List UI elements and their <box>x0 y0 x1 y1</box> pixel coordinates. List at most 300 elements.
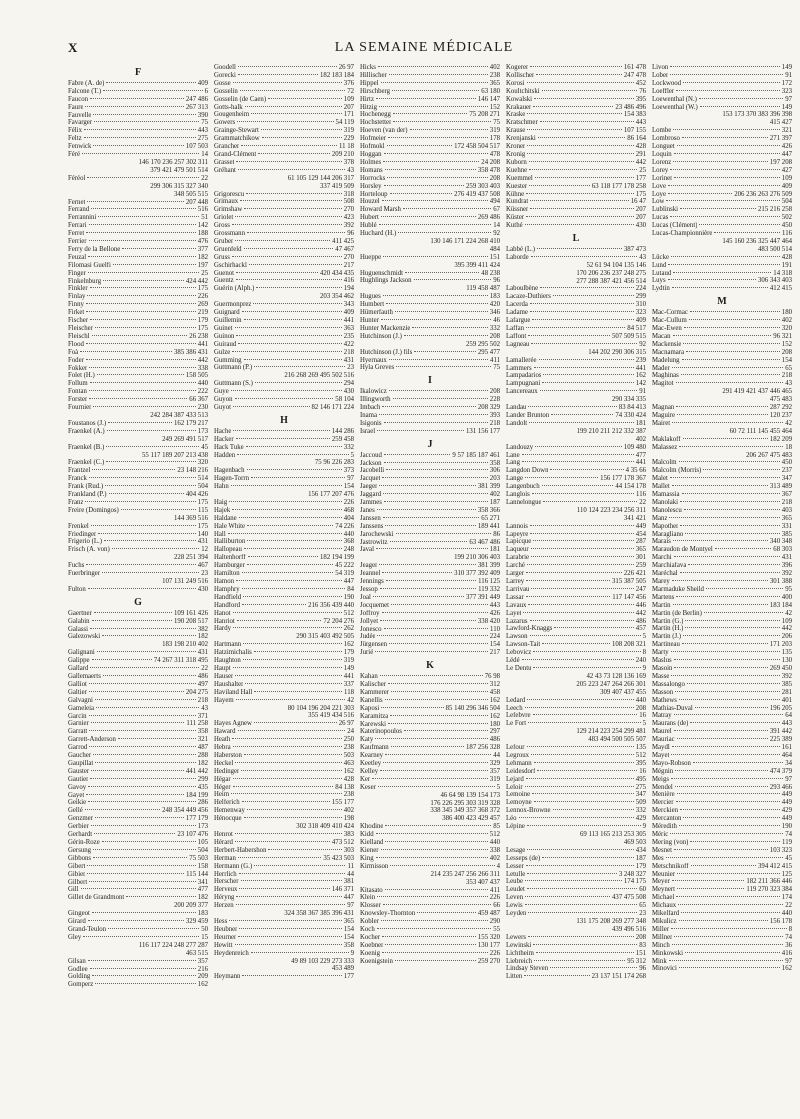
index-entry <box>68 523 208 531</box>
entry-name: Langenbuch <box>506 483 540 491</box>
page-refs: 287 292 <box>769 404 792 412</box>
index-entry <box>214 277 354 285</box>
entry-name: Lancereaux <box>506 388 538 396</box>
leader-dots <box>244 248 334 249</box>
index-entry <box>214 950 354 958</box>
leader-dots <box>690 722 779 723</box>
page-refs: 387 473 <box>623 245 646 253</box>
leader-dots <box>88 786 196 787</box>
page-refs: 23 107 476 <box>177 831 208 839</box>
page-refs: 154 <box>343 483 354 491</box>
page-refs-continuation: 299 306 315 327 340 <box>150 182 208 190</box>
entry-name: Manolaki <box>652 498 679 506</box>
index-entry <box>68 104 208 112</box>
index-entry <box>506 444 646 452</box>
index-entry <box>360 475 500 483</box>
page-refs-continuation: 55 117 189 207 213 438 <box>141 451 208 459</box>
page-refs: 50 <box>201 925 208 933</box>
entry-name: Fabre (A. de) <box>68 79 105 87</box>
leader-dots <box>88 272 199 273</box>
entry-name: Frantzel <box>68 467 91 475</box>
index-entry <box>68 80 208 88</box>
page-refs: 431 <box>197 649 208 657</box>
entry-name: Lublinski <box>652 206 679 214</box>
page-refs-continuation: 129 214 223 254 299 481 <box>576 728 646 736</box>
entry-name: Heurner <box>214 933 237 941</box>
index-entry <box>360 317 500 325</box>
page-refs: 72 <box>347 87 354 95</box>
index-entry <box>360 254 500 262</box>
entry-name: Haughton <box>214 657 241 665</box>
leader-dots <box>685 952 780 953</box>
index-entry <box>506 878 646 886</box>
entry-name: Kratschmer <box>506 119 538 127</box>
entry-name: Hartmann <box>214 641 242 649</box>
page-refs: 11 18 <box>338 143 354 151</box>
page-refs: 494 <box>489 198 500 206</box>
page-refs: 430 <box>635 222 646 230</box>
page-refs: 34 <box>785 759 792 767</box>
page-refs: 426 <box>489 609 500 617</box>
entry-name: Hénocque <box>214 815 242 823</box>
entry-name: Frisch (A. von) <box>68 546 110 554</box>
entry-name: Martin <box>652 601 671 609</box>
page-refs: 196 205 <box>769 704 792 712</box>
page-refs: 75 503 <box>189 854 208 862</box>
leader-dots <box>92 975 196 976</box>
entry-name: Hérard <box>214 838 233 846</box>
index-entry <box>506 965 646 973</box>
leader-dots <box>383 517 480 518</box>
leader-dots <box>385 525 475 526</box>
page-refs: 187 <box>489 499 500 507</box>
page-refs: 51 <box>201 214 208 222</box>
index-entry <box>68 776 208 784</box>
leader-dots <box>679 699 780 700</box>
leader-dots <box>237 454 348 455</box>
index-entry <box>360 167 500 175</box>
page-refs-continuation: 341 421 <box>623 514 646 522</box>
index-entry <box>214 618 354 626</box>
leader-dots <box>233 667 342 668</box>
entry-name: Lindsay Steven <box>506 965 549 973</box>
entry-name: Mercanton <box>652 815 682 823</box>
index-entry <box>214 657 354 665</box>
entry-name: Hanot <box>214 609 231 617</box>
index-entry <box>214 151 354 159</box>
page-refs: 269 450 <box>769 664 792 672</box>
entry-name: Gavoy <box>68 783 87 791</box>
index-entry <box>214 214 354 222</box>
leader-dots <box>86 359 196 360</box>
page-refs-continuation: 290 315 403 492 505 <box>296 633 354 641</box>
index-entry <box>68 214 208 222</box>
page-refs: 504 <box>197 483 208 491</box>
page-refs: 179 <box>343 649 354 657</box>
page-refs: 109 161 426 <box>174 609 208 617</box>
leader-dots <box>231 485 342 486</box>
entry-name: Holmes <box>360 158 382 166</box>
page-refs: 430 <box>197 585 208 593</box>
index-entry <box>652 72 792 80</box>
entry-name: Mapother <box>652 522 679 530</box>
page-refs-continuation: 214 235 247 256 266 311 <box>430 870 500 878</box>
entry-name: Minch <box>652 941 670 949</box>
entry-name: Luys <box>652 277 666 285</box>
index-entry <box>506 886 646 894</box>
index-entry <box>506 610 646 618</box>
entry-name: Fernet <box>68 198 86 206</box>
index-entry <box>360 183 500 191</box>
index-entry <box>652 467 792 475</box>
entry-name: Illingworth <box>360 396 391 404</box>
page-refs: 358 478 <box>477 166 500 174</box>
entry-name: Lawson <box>506 633 528 641</box>
leader-dots <box>679 461 780 462</box>
leader-dots <box>245 106 342 107</box>
entry-name: Mering (von) <box>652 838 689 846</box>
leader-dots <box>672 880 745 881</box>
index-entry <box>652 151 792 159</box>
leader-dots <box>704 612 783 613</box>
entry-name: Hirtz <box>360 95 374 103</box>
page-refs: 25 <box>639 166 646 174</box>
index-entry <box>652 206 792 214</box>
leader-dots <box>526 778 634 779</box>
page-refs: 23 137 151 174 268 <box>591 973 646 981</box>
page-refs: 197 208 <box>769 158 792 166</box>
leader-dots <box>94 121 199 122</box>
index-entry <box>68 151 208 159</box>
index-entry <box>360 539 500 547</box>
entry-name: Lehmann <box>506 759 532 767</box>
page-refs: 48 238 <box>481 269 500 277</box>
index-entry <box>360 96 500 104</box>
leader-dots <box>244 359 342 360</box>
page-refs-continuation: 337 419 509 <box>320 182 354 190</box>
leader-dots <box>254 691 342 692</box>
leader-dots <box>537 248 622 249</box>
page-refs: 64 <box>785 712 792 720</box>
index-entry <box>506 198 646 206</box>
entry-name: Kuemmel <box>506 174 533 182</box>
page-refs: 172 458 504 517 <box>454 143 500 151</box>
leader-dots <box>530 311 634 312</box>
leader-dots <box>526 580 610 581</box>
leader-dots <box>381 849 488 850</box>
index-entry <box>506 64 646 72</box>
index-entry <box>68 926 208 934</box>
entry-name: Guttmann (S.) <box>214 380 253 388</box>
entry-name: Kitasato <box>360 886 383 894</box>
leader-dots <box>85 809 160 810</box>
index-entry <box>360 586 500 594</box>
leader-dots <box>529 169 637 170</box>
page-refs: 395 <box>635 95 646 103</box>
index-entry <box>68 246 208 254</box>
entry-name: Flood <box>68 340 84 348</box>
leader-dots <box>253 303 341 304</box>
entry-name: Minkowski <box>652 949 683 957</box>
index-entry <box>652 444 792 452</box>
page-refs: 84 517 <box>627 325 646 332</box>
leader-dots <box>670 66 780 67</box>
leader-dots <box>231 390 342 391</box>
page-refs-continuation: 242 284 387 433 513 <box>150 411 208 419</box>
index-entry <box>506 191 646 199</box>
index-entry <box>652 586 792 594</box>
page-refs: 130 <box>781 657 792 665</box>
page-refs: 23 486 496 <box>615 103 646 111</box>
entry-name: Hyernaux <box>360 356 387 364</box>
entry-name: Feltz <box>68 135 82 143</box>
index-entry <box>360 578 500 586</box>
page-refs-continuation: 107 131 249 516 <box>162 578 208 585</box>
page-refs: 512 <box>635 751 646 759</box>
leader-dots <box>672 422 783 423</box>
page-refs: 457 <box>635 625 646 633</box>
index-entry <box>214 673 354 681</box>
page-refs: 6 <box>204 87 208 95</box>
page-refs: 402 <box>489 854 500 862</box>
index-entry <box>506 602 646 610</box>
leader-dots <box>535 446 622 447</box>
entry-name: Hewitt <box>214 941 233 949</box>
index-entry <box>360 388 500 396</box>
leader-dots <box>243 659 342 660</box>
entry-name: Jessop <box>360 586 378 593</box>
leader-dots <box>247 564 333 565</box>
index-entry <box>360 847 500 855</box>
index-entry <box>68 293 208 301</box>
page-refs: 97 <box>347 475 354 483</box>
page-refs: 142 <box>635 380 646 388</box>
index-entry <box>214 538 354 546</box>
leader-dots <box>92 620 172 621</box>
entry-name: Inama <box>360 411 377 419</box>
page-refs: 430 <box>343 388 354 396</box>
leader-dots <box>385 825 491 826</box>
index-entry <box>360 412 500 420</box>
entry-name: Mallet <box>652 483 670 491</box>
entry-name: Mendel <box>652 783 673 791</box>
entry-name: Hugues <box>360 293 381 301</box>
leader-dots <box>247 540 341 541</box>
page-refs: 23 <box>201 570 208 578</box>
entry-name: Larger <box>506 570 524 578</box>
index-entry <box>360 942 500 950</box>
leader-dots <box>247 525 333 526</box>
index-entry <box>214 799 354 807</box>
index-entry <box>214 206 354 214</box>
leader-dots <box>372 778 488 779</box>
page-refs: 130 177 <box>477 941 500 949</box>
leader-dots <box>378 786 495 787</box>
leader-dots <box>670 169 780 170</box>
entry-name: Khodine <box>360 823 384 831</box>
entry-name: Guenot <box>214 269 235 277</box>
page-refs: 423 <box>343 214 354 222</box>
index-entry <box>652 823 792 831</box>
entry-name: Koenig <box>360 949 381 957</box>
index-entry <box>68 301 208 309</box>
page-refs: 209 <box>197 973 208 981</box>
leader-dots <box>90 667 199 668</box>
page-refs: 437 475 508 <box>612 894 646 902</box>
leader-dots <box>681 374 780 375</box>
index-entry <box>506 752 646 760</box>
page-refs: 299 <box>635 293 646 301</box>
page-refs: 84 <box>347 585 354 593</box>
entry-name: Martin (de Berlin) <box>652 609 702 617</box>
page-refs: 65 <box>785 364 792 372</box>
index-entry <box>360 831 500 839</box>
index-entry <box>652 625 792 633</box>
entry-name: Mathews <box>652 696 677 704</box>
leader-dots <box>525 477 598 478</box>
entry-name: Lober <box>652 71 669 79</box>
leader-dots <box>685 627 779 628</box>
page-refs: 235 <box>343 332 354 340</box>
page-refs: 442 <box>635 609 646 617</box>
page-refs: 14 <box>201 151 208 159</box>
leader-dots <box>538 137 625 138</box>
entry-name: Finkelnburg <box>68 277 102 285</box>
entry-name: Martin (G.) <box>652 617 684 625</box>
page-refs: 154 <box>343 925 354 933</box>
entry-name: Laboulbène <box>506 285 539 293</box>
entry-name: Mac-Ewen <box>652 325 682 332</box>
entry-name: King <box>360 854 374 862</box>
leader-dots <box>92 912 196 913</box>
leader-dots <box>682 643 768 644</box>
leader-dots <box>673 161 768 162</box>
index-entry <box>652 705 792 713</box>
index-entry <box>214 167 354 175</box>
page-refs: 154 383 <box>623 111 646 119</box>
leader-dots <box>531 556 634 557</box>
index-entry <box>652 325 792 333</box>
entry-name: Galassi <box>68 625 89 633</box>
index-entry <box>214 404 354 412</box>
index-entry <box>652 610 792 618</box>
page-refs-continuation: 353 407 437 <box>466 878 500 886</box>
entry-name: Kaposi <box>360 704 380 712</box>
entry-name: Maurel <box>652 728 672 736</box>
index-entry <box>652 277 792 285</box>
page-refs: 215 216 258 <box>758 206 792 214</box>
page-refs: 443 <box>489 601 500 609</box>
index-entry <box>214 127 354 135</box>
page-refs-continuation: 146 170 236 257 302 311 <box>138 158 208 166</box>
leader-dots <box>682 359 780 360</box>
leader-dots <box>241 145 337 146</box>
page-refs: 46 <box>493 317 500 324</box>
page-refs: 91 <box>785 71 792 79</box>
index-entry <box>68 222 208 230</box>
index-entry <box>506 760 646 768</box>
index-column-2 <box>214 64 354 1114</box>
entry-name: Folet (H.) <box>68 372 95 380</box>
entry-name: Katerinopoulos <box>360 728 402 736</box>
index-entry <box>68 807 208 815</box>
index-column-1 <box>68 64 208 1114</box>
page-refs: 332 <box>635 807 646 815</box>
index-entry <box>68 365 208 373</box>
entry-name: Kalischer <box>360 680 387 688</box>
index-entry <box>506 855 646 863</box>
entry-name: Hall <box>214 530 226 538</box>
page-refs: 299 <box>197 775 208 783</box>
index-entry <box>360 784 500 792</box>
section-letter: L <box>572 233 580 245</box>
page-refs: 22 <box>201 174 208 182</box>
leader-dots <box>677 145 780 146</box>
leader-dots <box>95 327 196 328</box>
page-refs: 65 <box>639 902 646 910</box>
entry-name: Gayet <box>68 791 85 799</box>
page-refs: 8 <box>788 925 792 933</box>
leader-dots <box>379 485 476 486</box>
leader-dots <box>525 880 622 881</box>
page-refs: 248 354 449 456 <box>162 807 208 815</box>
leader-dots <box>235 762 342 763</box>
page-refs: 294 <box>343 380 354 388</box>
page-refs-continuation: 379 421 479 501 514 <box>150 166 208 174</box>
index-entry <box>506 317 646 325</box>
page-refs: 295 477 <box>477 348 500 356</box>
index-entry <box>652 784 792 792</box>
index-entry <box>214 894 354 902</box>
page-refs: 463 <box>343 759 354 767</box>
entry-name: Leube <box>506 878 523 886</box>
entry-name: Gautier <box>68 775 89 783</box>
entry-name: Lücke <box>652 253 669 261</box>
index-entry <box>506 712 646 720</box>
index-entry <box>360 610 500 618</box>
page-refs: 117 147 456 <box>612 593 646 601</box>
page-refs: 275 <box>197 135 208 143</box>
leader-dots <box>86 343 196 344</box>
index-entry <box>68 847 208 855</box>
index-entry <box>360 301 500 309</box>
leader-dots <box>553 295 634 296</box>
page-refs: 218 <box>197 696 208 704</box>
entry-name: Goodell <box>214 64 236 71</box>
index-entry <box>360 452 500 460</box>
leader-dots <box>88 920 184 921</box>
leader-dots <box>254 722 337 723</box>
entry-name: Halliburton <box>214 538 246 546</box>
entry-name: Madelung <box>652 356 680 364</box>
entry-name: Larrey <box>506 578 525 585</box>
page-refs: 442 <box>197 356 208 364</box>
entry-name: Lannois <box>506 522 528 530</box>
index-entry <box>506 531 646 539</box>
leader-dots <box>251 952 349 953</box>
page-refs-continuation: 145 160 236 325 447 464 <box>722 237 792 245</box>
page-refs: 404 <box>343 514 354 522</box>
entry-name: Lampugnani <box>506 380 541 388</box>
page-refs: 259 458 <box>331 435 354 443</box>
page-refs: 450 <box>781 222 792 230</box>
page-refs-continuation: 199 210 211 212 332 387 <box>576 427 646 435</box>
leader-dots <box>676 801 780 802</box>
leader-dots <box>91 722 185 723</box>
index-entry <box>360 673 500 681</box>
leader-dots <box>242 604 306 605</box>
entry-name: Favarger <box>68 119 93 127</box>
